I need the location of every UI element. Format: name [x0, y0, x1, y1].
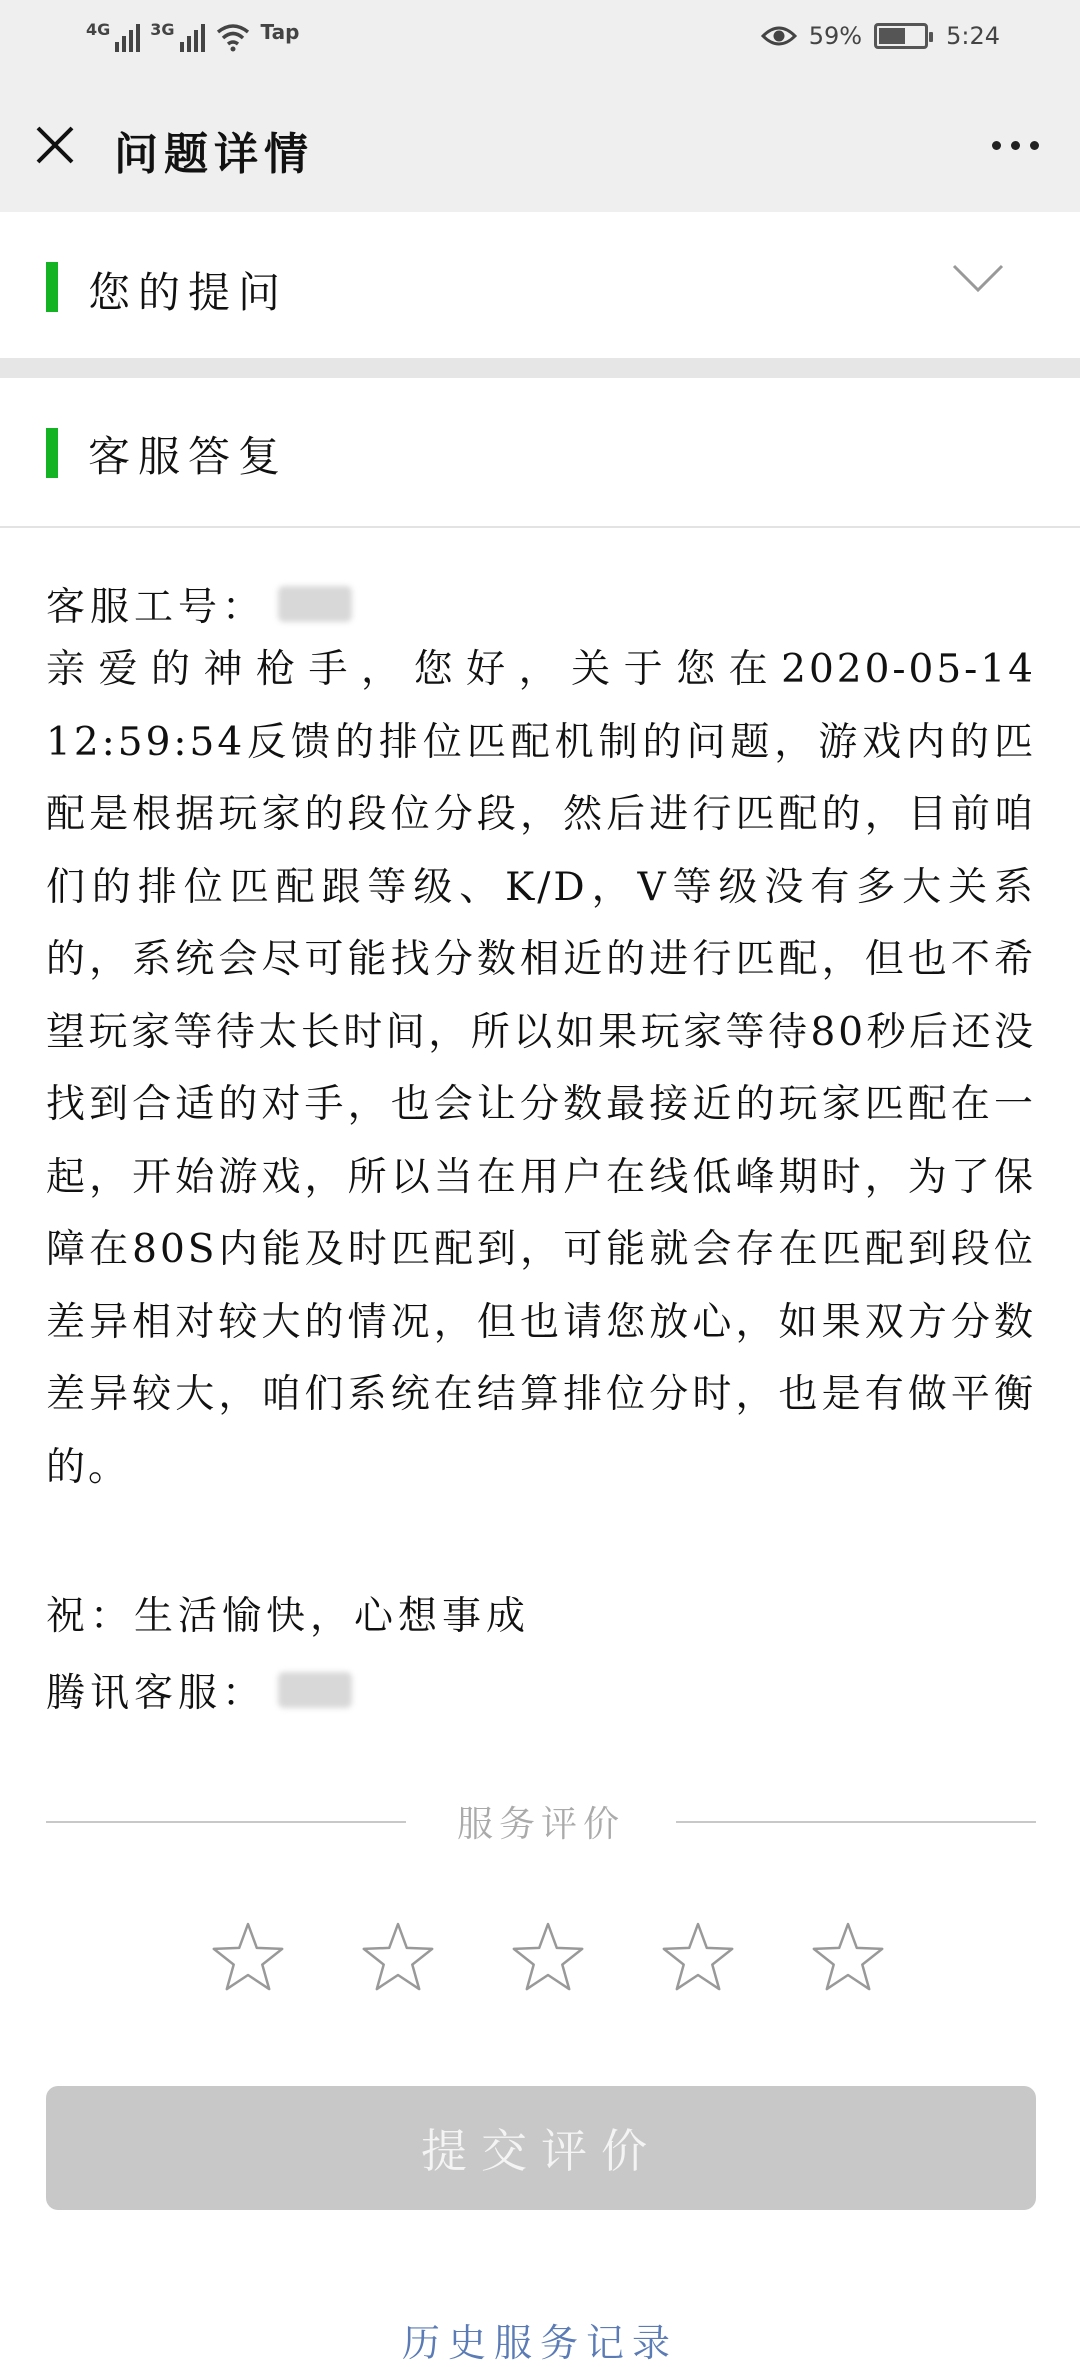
- wifi-icon: [215, 22, 251, 52]
- clock: 5:24: [946, 22, 1000, 50]
- rating-header: [46, 1796, 1036, 1846]
- divider: [0, 526, 1080, 528]
- agent-id-label: 客服工号：: [46, 585, 267, 630]
- star-outline-icon[interactable]: [808, 1918, 888, 1998]
- battery-icon: [874, 23, 928, 49]
- signal-type-label: 3G: [150, 20, 175, 39]
- submit-rating-button[interactable]: 提交评价: [46, 2086, 1036, 2210]
- app-header: [0, 78, 1080, 212]
- signal-type-label: 4G: [86, 20, 111, 39]
- close-icon[interactable]: [28, 118, 82, 172]
- section-accent-bar: [46, 428, 58, 478]
- history-records-link[interactable]: 历史服务记录: [401, 2321, 678, 2365]
- redacted-signature: [278, 1672, 352, 1708]
- star-outline-icon[interactable]: [208, 1918, 288, 1998]
- page-title: 问题详情: [114, 129, 314, 180]
- star-outline-icon[interactable]: [658, 1918, 738, 1998]
- section-separator: [0, 358, 1080, 378]
- answer-body: 亲爱的神枪手，您好，关于您在2020-05-14 12:59:54反馈的排位匹配机制的问题，游戏内的匹配是根据玩家的段位分段，然后进行匹配的，目前咱们的排位匹配跟等级、K/D，V等级没有多大关系的，系统会尽可能找分数相近的进行匹配，但也不希望玩家等待太长时间，所以如果玩家等待80秒后还没找到合适的对手，也会让分数最接近的玩家匹配在一起，开始游戏，所以当在用户在线低峰期时，为了保障在80S内能及时匹配到，可能就会存在匹配到段位差异相对较大的情况，但也请您放心，如果双方分数差异较大，咱们系统在结算排位分时，也是有做平衡的。: [46, 647, 1036, 1490]
- section-accent-bar: [46, 262, 58, 312]
- status-right: [761, 22, 1000, 50]
- eye-icon: [761, 23, 797, 49]
- signature-label: 腾讯客服：: [46, 1671, 267, 1716]
- wish-text: 祝：生活愉快，心想事成: [46, 1594, 531, 1639]
- divider: [676, 1821, 1036, 1823]
- battery-fill: [879, 28, 905, 44]
- agent-id-line: [46, 576, 352, 632]
- chevron-down-icon[interactable]: [950, 258, 1006, 298]
- star-outline-icon[interactable]: [358, 1918, 438, 1998]
- signature-line: [46, 1662, 352, 1718]
- answer-section-label: 客服答复: [88, 432, 289, 481]
- wifi-label: [261, 20, 302, 52]
- signal-icon: [86, 20, 140, 52]
- star-rating: [208, 1918, 888, 1998]
- rating-title: 服务评价: [456, 1804, 625, 1845]
- signal-icon: [150, 20, 204, 52]
- question-section-header[interactable]: [0, 212, 1080, 358]
- answer-section-header: [0, 378, 1080, 526]
- status-left: [86, 20, 301, 52]
- battery-percent: 59%: [808, 22, 863, 50]
- status-bar: [0, 0, 1080, 78]
- question-section-label: 您的提问: [88, 268, 289, 317]
- redacted-agent-id: [278, 586, 352, 622]
- wifi-tag-text: Tap: [260, 20, 300, 44]
- star-outline-icon[interactable]: [508, 1918, 588, 1998]
- more-icon[interactable]: [980, 118, 1050, 172]
